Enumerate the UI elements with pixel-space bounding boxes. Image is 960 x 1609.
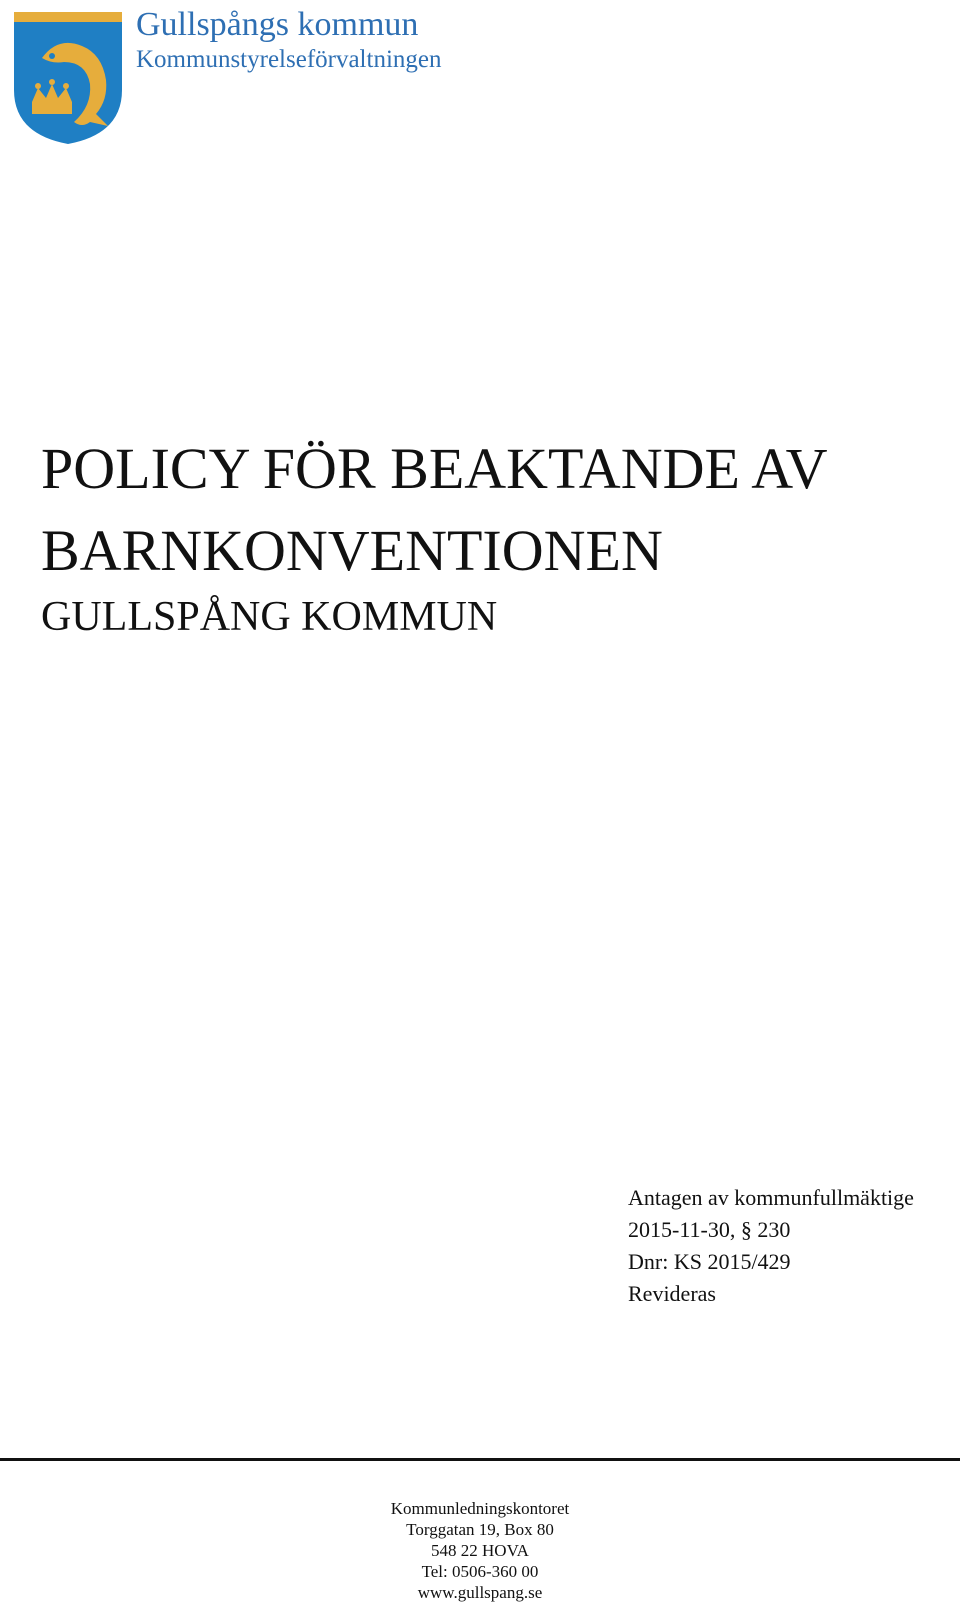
adoption-info bbox=[628, 1182, 914, 1310]
footer-contact bbox=[0, 1498, 960, 1603]
title-line-1: POLICY FÖR BEAKTANDE AV bbox=[41, 436, 828, 501]
footer-phone: Tel: 0506-360 00 bbox=[421, 1562, 539, 1581]
title-line-2: BARNKONVENTIONEN bbox=[41, 518, 663, 583]
footer-street: Torggatan 19, Box 80 bbox=[406, 1520, 554, 1539]
footer-office: Kommunledningskontoret bbox=[390, 1499, 570, 1518]
footer-postal: 548 22 HOVA bbox=[431, 1541, 529, 1560]
footer-website[interactable]: www.gullspang.se bbox=[417, 1583, 543, 1602]
document-title bbox=[41, 428, 921, 592]
coat-of-arms-logo bbox=[12, 10, 124, 146]
organization-name: Gullspångs kommun bbox=[136, 6, 419, 43]
footer-divider bbox=[0, 1458, 960, 1461]
adoption-line: Antagen av kommunfullmäktige bbox=[628, 1185, 914, 1210]
document-subtitle: GULLSPÅNG KOMMUN bbox=[41, 594, 498, 640]
revision-status: Revideras bbox=[628, 1281, 716, 1306]
department-name: Kommunstyrelseförvaltningen bbox=[136, 46, 442, 73]
registration-number: Dnr: KS 2015/429 bbox=[628, 1249, 791, 1274]
adoption-date: 2015-11-30, § 230 bbox=[628, 1217, 791, 1242]
